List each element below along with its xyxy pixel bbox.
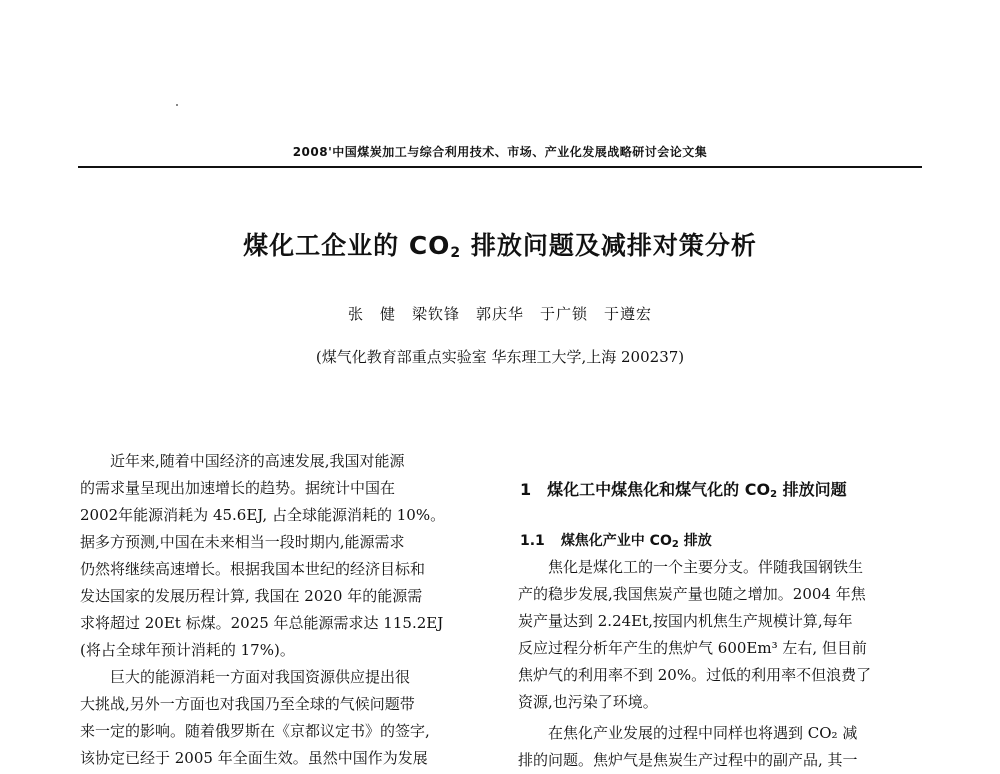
text-line: 产的稳步发展,我国焦炭产量也随之增加。2004 年焦 xyxy=(518,585,866,603)
subsection-heading xyxy=(520,530,712,550)
text-line: 巨大的能源消耗一方面对我国资源供应提出很 xyxy=(110,668,411,686)
scan-speck xyxy=(176,104,178,106)
subsection-title-pre: 煤焦化产业中 CO xyxy=(560,533,672,549)
left-column xyxy=(80,448,482,772)
title-subscript: 2 xyxy=(450,245,462,261)
right-paragraph-2 xyxy=(518,720,922,774)
subsection-title-subscript: 2 xyxy=(671,539,679,550)
text-line: 求将超过 20Et 标煤。2025 年总能源需求达 115.2EJ xyxy=(80,614,444,632)
text-line: 炭产量达到 2.24Et,按国内机焦生产规模计算,每年 xyxy=(518,612,853,630)
subsection-number: 1.1 xyxy=(520,533,545,549)
text-line: 仍然将继续高速增长。根据我国本世纪的经济目标和 xyxy=(80,560,426,578)
running-header: 2008'中国煤炭加工与综合利用技术、市场、产业化发展战略研讨会论文集 xyxy=(292,145,708,159)
text-line: 焦炉气的利用率不到 20%。过低的利用率不但浪费了 xyxy=(518,666,872,684)
text-line: 来一定的影响。随着俄罗斯在《京都议定书》的签字, xyxy=(80,722,430,740)
right-paragraph-1 xyxy=(518,554,922,716)
section-number: 1 xyxy=(520,480,532,499)
text-line: 该协定已经于 2005 年全面生效。虽然中国作为发展 xyxy=(80,749,428,767)
text-line: 排的问题。焦炉气是焦炭生产过程中的副产品, 其一 xyxy=(518,751,858,769)
authors: 张 健 梁钦锋 郭庆华 于广锁 于遵宏 xyxy=(347,305,652,323)
section-title-subscript: 2 xyxy=(770,489,778,500)
text-line: 资源,也污染了环境。 xyxy=(518,693,658,711)
title-part-pre: 煤化工企业的 CO xyxy=(243,231,451,260)
text-line: 大挑战,另外一方面也对我国乃至全球的气候问题带 xyxy=(80,695,415,713)
text-line: 近年来,随着中国经济的高速发展,我国对能源 xyxy=(110,452,405,470)
text-line: (将占全球年预计消耗的 17%)。 xyxy=(80,641,295,659)
text-line: 发达国家的发展历程计算, 我国在 2020 年的能源需 xyxy=(80,587,423,605)
text-line: 据多方预测,中国在未来相当一段时期内,能源需求 xyxy=(80,533,405,551)
header-rule xyxy=(78,166,922,168)
text-line: 2002年能源消耗为 45.6EJ, 占全球能源消耗的 10%。 xyxy=(80,506,446,524)
text-line: 的需求量呈现出加速增长的趋势。据统计中国在 xyxy=(80,479,396,497)
subsection-title-post: 排放 xyxy=(678,533,712,549)
paper-title xyxy=(0,226,1000,262)
section-heading xyxy=(520,477,847,500)
right-column xyxy=(518,554,922,774)
affiliation: (煤气化教育部重点实验室 华东理工大学,上海 200237) xyxy=(315,348,685,366)
left-paragraph-2 xyxy=(80,664,482,772)
text-line: 在焦化产业发展的过程中同样也将遇到 CO₂ 减 xyxy=(548,724,858,742)
section-title-post: 排放问题 xyxy=(777,480,847,499)
section-title-pre: 煤化工中煤焦化和煤气化的 CO xyxy=(547,480,771,499)
left-paragraph-1 xyxy=(80,448,482,664)
text-line: 焦化是煤化工的一个主要分支。伴随我国钢铁生 xyxy=(548,558,864,576)
text-line: 反应过程分析年产生的焦炉气 600Em³ 左右, 但目前 xyxy=(518,639,867,657)
title-part-post: 排放问题及减排对策分析 xyxy=(461,231,757,260)
